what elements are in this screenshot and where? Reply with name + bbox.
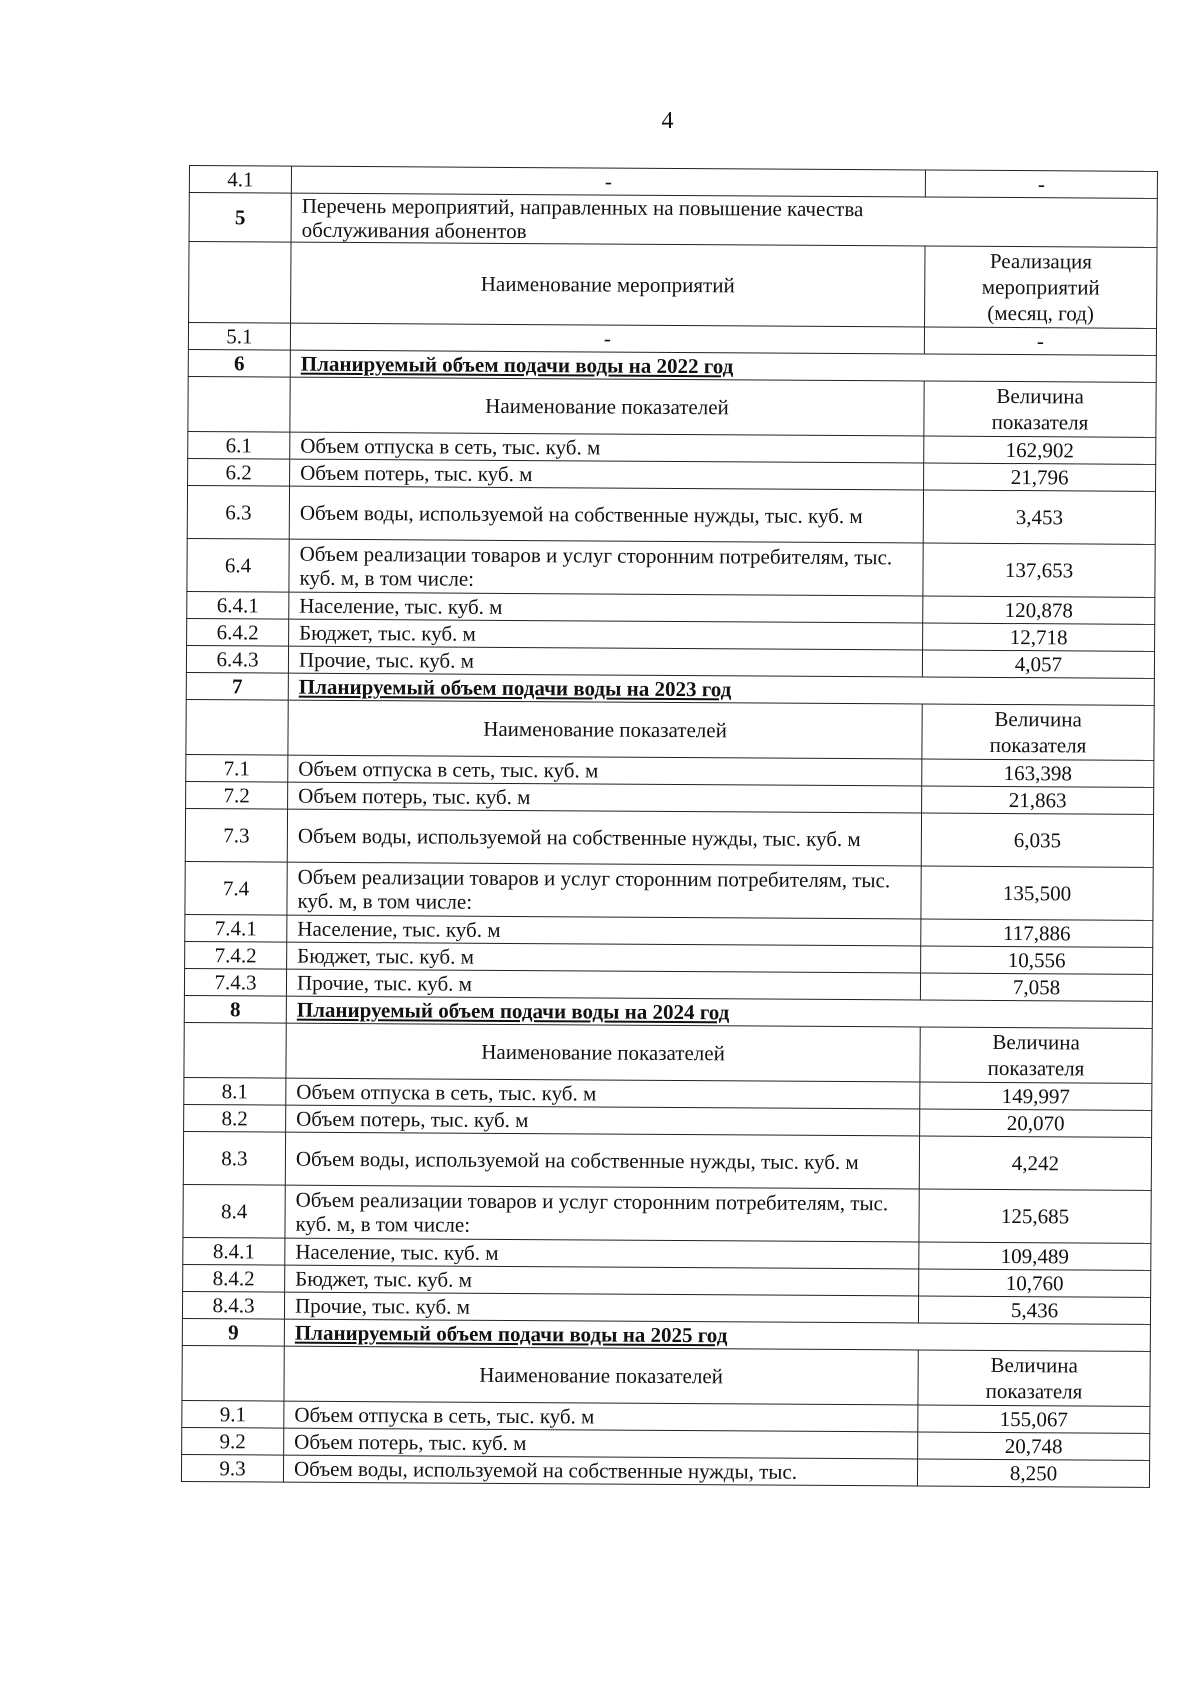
column-header-row	[182, 1345, 1150, 1406]
row-number: 6.1	[188, 431, 290, 459]
row-value: 12,718	[923, 623, 1155, 651]
header-name: Наименование показателей	[288, 700, 922, 759]
row-number: 9.3	[181, 1454, 283, 1482]
column-header-row	[184, 1022, 1152, 1083]
row-name: -	[291, 166, 925, 197]
row-name: Объем воды, используемой на собственные нужды, тыс. куб. м	[287, 809, 921, 866]
row-number: 7.2	[186, 781, 288, 809]
column-header-row	[189, 242, 1157, 329]
row-number: 9.1	[182, 1400, 284, 1428]
water-supply-table	[181, 165, 1158, 1488]
header-value	[922, 704, 1154, 760]
row-value: 8,250	[917, 1459, 1149, 1487]
section-title-line: обслуживания абонентов	[301, 217, 527, 244]
row-name: Объем потерь, тыс. куб. м	[290, 459, 924, 490]
row-name: Бюджет, тыс. куб. м	[287, 942, 921, 973]
section-number: 6	[188, 349, 290, 377]
header-value	[920, 1027, 1152, 1083]
row-name: Объем потерь, тыс. куб. м	[288, 782, 922, 813]
row-value: 21,796	[924, 463, 1156, 491]
header-value-line: мероприятий	[981, 274, 1100, 300]
row-number: 8.4.1	[183, 1237, 285, 1265]
row-name: Объем отпуска в сеть, тыс. куб. м	[286, 1078, 920, 1109]
row-value: 4,057	[922, 650, 1154, 678]
row-number: 8.4	[183, 1184, 285, 1238]
row-number: 8.2	[184, 1104, 286, 1132]
row-number: 7.1	[186, 754, 288, 782]
row-number: 5.1	[188, 323, 290, 351]
table-row	[185, 861, 1153, 920]
row-number: 7.4.1	[185, 914, 287, 942]
table-row	[185, 808, 1153, 867]
header-name: Наименование мероприятий	[291, 242, 925, 327]
row-value: 20,748	[918, 1432, 1150, 1460]
header-value-line: Величина	[992, 1029, 1080, 1055]
row-name: Прочие, тыс. куб. м	[284, 1292, 918, 1323]
header-value-line: Величина	[996, 383, 1084, 409]
table-row	[187, 538, 1155, 597]
row-value: 149,997	[920, 1082, 1152, 1110]
header-value-line: (месяц, год)	[987, 300, 1094, 326]
header-value-line: Величина	[994, 706, 1082, 732]
row-number: 7.4.3	[184, 968, 286, 996]
row-name: Объем реализации товаров и услуг сторонним потребителям, тыс. куб. м, в том числе:	[287, 862, 921, 919]
header-value-line: Величина	[990, 1352, 1078, 1378]
header-value-line: показателя	[987, 1055, 1085, 1081]
section-title-line: Перечень мероприятий, направленных на повышение качества	[301, 193, 864, 222]
row-value: 125,685	[919, 1189, 1151, 1243]
header-name: Наименование показателей	[284, 1346, 918, 1405]
row-name: Объем отпуска в сеть, тыс. куб. м	[288, 755, 922, 786]
row-name: Население, тыс. куб. м	[285, 1238, 919, 1269]
header-empty-cell	[189, 242, 291, 324]
document-table-wrapper	[181, 165, 1158, 1488]
row-number: 8.1	[184, 1077, 286, 1105]
row-name: Объем воды, используемой на собственные нужды, тыс.	[283, 1455, 917, 1486]
row-value: 10,556	[921, 946, 1153, 974]
row-number: 6.4.1	[187, 591, 289, 619]
row-number: 7.4.2	[185, 941, 287, 969]
row-value: 117,886	[921, 919, 1153, 947]
table-row	[181, 1454, 1149, 1487]
header-name: Наименование показателей	[286, 1023, 920, 1082]
section-number: 8	[184, 995, 286, 1023]
row-value: 120,878	[923, 596, 1155, 624]
row-number: 8.4.3	[182, 1291, 284, 1319]
row-name: Объем отпуска в сеть, тыс. куб. м	[284, 1401, 918, 1432]
row-name: Бюджет, тыс. куб. м	[285, 1265, 919, 1296]
row-name: -	[290, 323, 924, 354]
section-title: Планируемый объем подачи воды на 2022 год	[290, 350, 1156, 382]
table-row	[183, 1131, 1151, 1190]
row-number: 6.4.3	[186, 645, 288, 673]
row-value: 155,067	[918, 1405, 1150, 1433]
column-header-row	[188, 376, 1156, 437]
row-name: Объем воды, используемой на собственные нужды, тыс. куб. м	[285, 1132, 919, 1189]
section-title: Планируемый объем подачи воды на 2024 год	[286, 996, 1152, 1028]
row-number: 6.4	[187, 538, 289, 592]
row-value: -	[924, 327, 1156, 355]
row-value: 5,436	[918, 1296, 1150, 1324]
header-value-line: показателя	[991, 409, 1089, 435]
row-number: 7.3	[185, 808, 287, 862]
row-name: Бюджет, тыс. куб. м	[289, 619, 923, 650]
section-title: Планируемый объем подачи воды на 2023 год	[288, 673, 1154, 705]
row-value: 10,760	[919, 1269, 1151, 1297]
section-title: Планируемый объем подачи воды на 2025 год	[284, 1319, 1150, 1351]
header-empty-cell	[184, 1022, 286, 1078]
column-header-row	[186, 699, 1154, 760]
section-number: 5	[189, 193, 291, 243]
row-name: Объем воды, используемой на собственные нужды, тыс. куб. м	[289, 486, 923, 543]
row-name: Объем потерь, тыс. куб. м	[284, 1428, 918, 1459]
row-name: Прочие, тыс. куб. м	[288, 646, 922, 677]
row-value: 6,035	[921, 813, 1153, 867]
row-name: Прочие, тыс. куб. м	[286, 969, 920, 1000]
row-value: 137,653	[923, 543, 1155, 597]
header-empty-cell	[182, 1345, 284, 1401]
row-name: Объем реализации товаров и услуг сторонним потребителям, тыс. куб. м, в том числе:	[289, 539, 923, 596]
section-title	[291, 193, 1157, 247]
row-value: 135,500	[921, 866, 1153, 920]
header-value	[924, 381, 1156, 437]
header-value-line: показателя	[985, 1378, 1083, 1404]
header-name: Наименование показателей	[290, 377, 924, 436]
page-number: 4	[661, 108, 674, 134]
header-empty-cell	[188, 376, 290, 432]
row-value: 163,398	[922, 759, 1154, 787]
row-value: 20,070	[920, 1109, 1152, 1137]
section-title-row	[189, 193, 1157, 248]
row-number: 8.3	[183, 1131, 285, 1185]
section-number: 7	[186, 672, 288, 700]
row-name: Объем отпуска в сеть, тыс. куб. м	[290, 432, 924, 463]
header-empty-cell	[186, 699, 288, 755]
row-name: Население, тыс. куб. м	[289, 592, 923, 623]
row-name: Объем реализации товаров и услуг сторонним потребителям, тыс. куб. м, в том числе:	[285, 1185, 919, 1242]
row-number: 9.2	[182, 1427, 284, 1455]
header-value-line: Реализация	[989, 248, 1092, 274]
row-value: 162,902	[924, 436, 1156, 464]
row-number: 6.4.2	[187, 618, 289, 646]
row-value: 7,058	[920, 973, 1152, 1001]
row-value: 109,489	[919, 1242, 1151, 1270]
row-value: 4,242	[919, 1136, 1151, 1190]
row-name: Объем потерь, тыс. куб. м	[286, 1105, 920, 1136]
row-name: Население, тыс. куб. м	[287, 915, 921, 946]
row-value: 21,863	[922, 786, 1154, 814]
table-row	[187, 485, 1155, 544]
row-number: 6.3	[187, 485, 289, 539]
row-value: -	[925, 170, 1157, 198]
row-number: 7.4	[185, 861, 287, 915]
row-number: 6.2	[188, 458, 290, 486]
header-value	[925, 246, 1157, 328]
row-number: 4.1	[189, 166, 291, 194]
section-number: 9	[182, 1318, 284, 1346]
table-row	[183, 1184, 1151, 1243]
header-value-line: показателя	[989, 732, 1087, 758]
row-value: 3,453	[923, 490, 1155, 544]
row-number: 8.4.2	[183, 1264, 285, 1292]
header-value	[918, 1350, 1150, 1406]
